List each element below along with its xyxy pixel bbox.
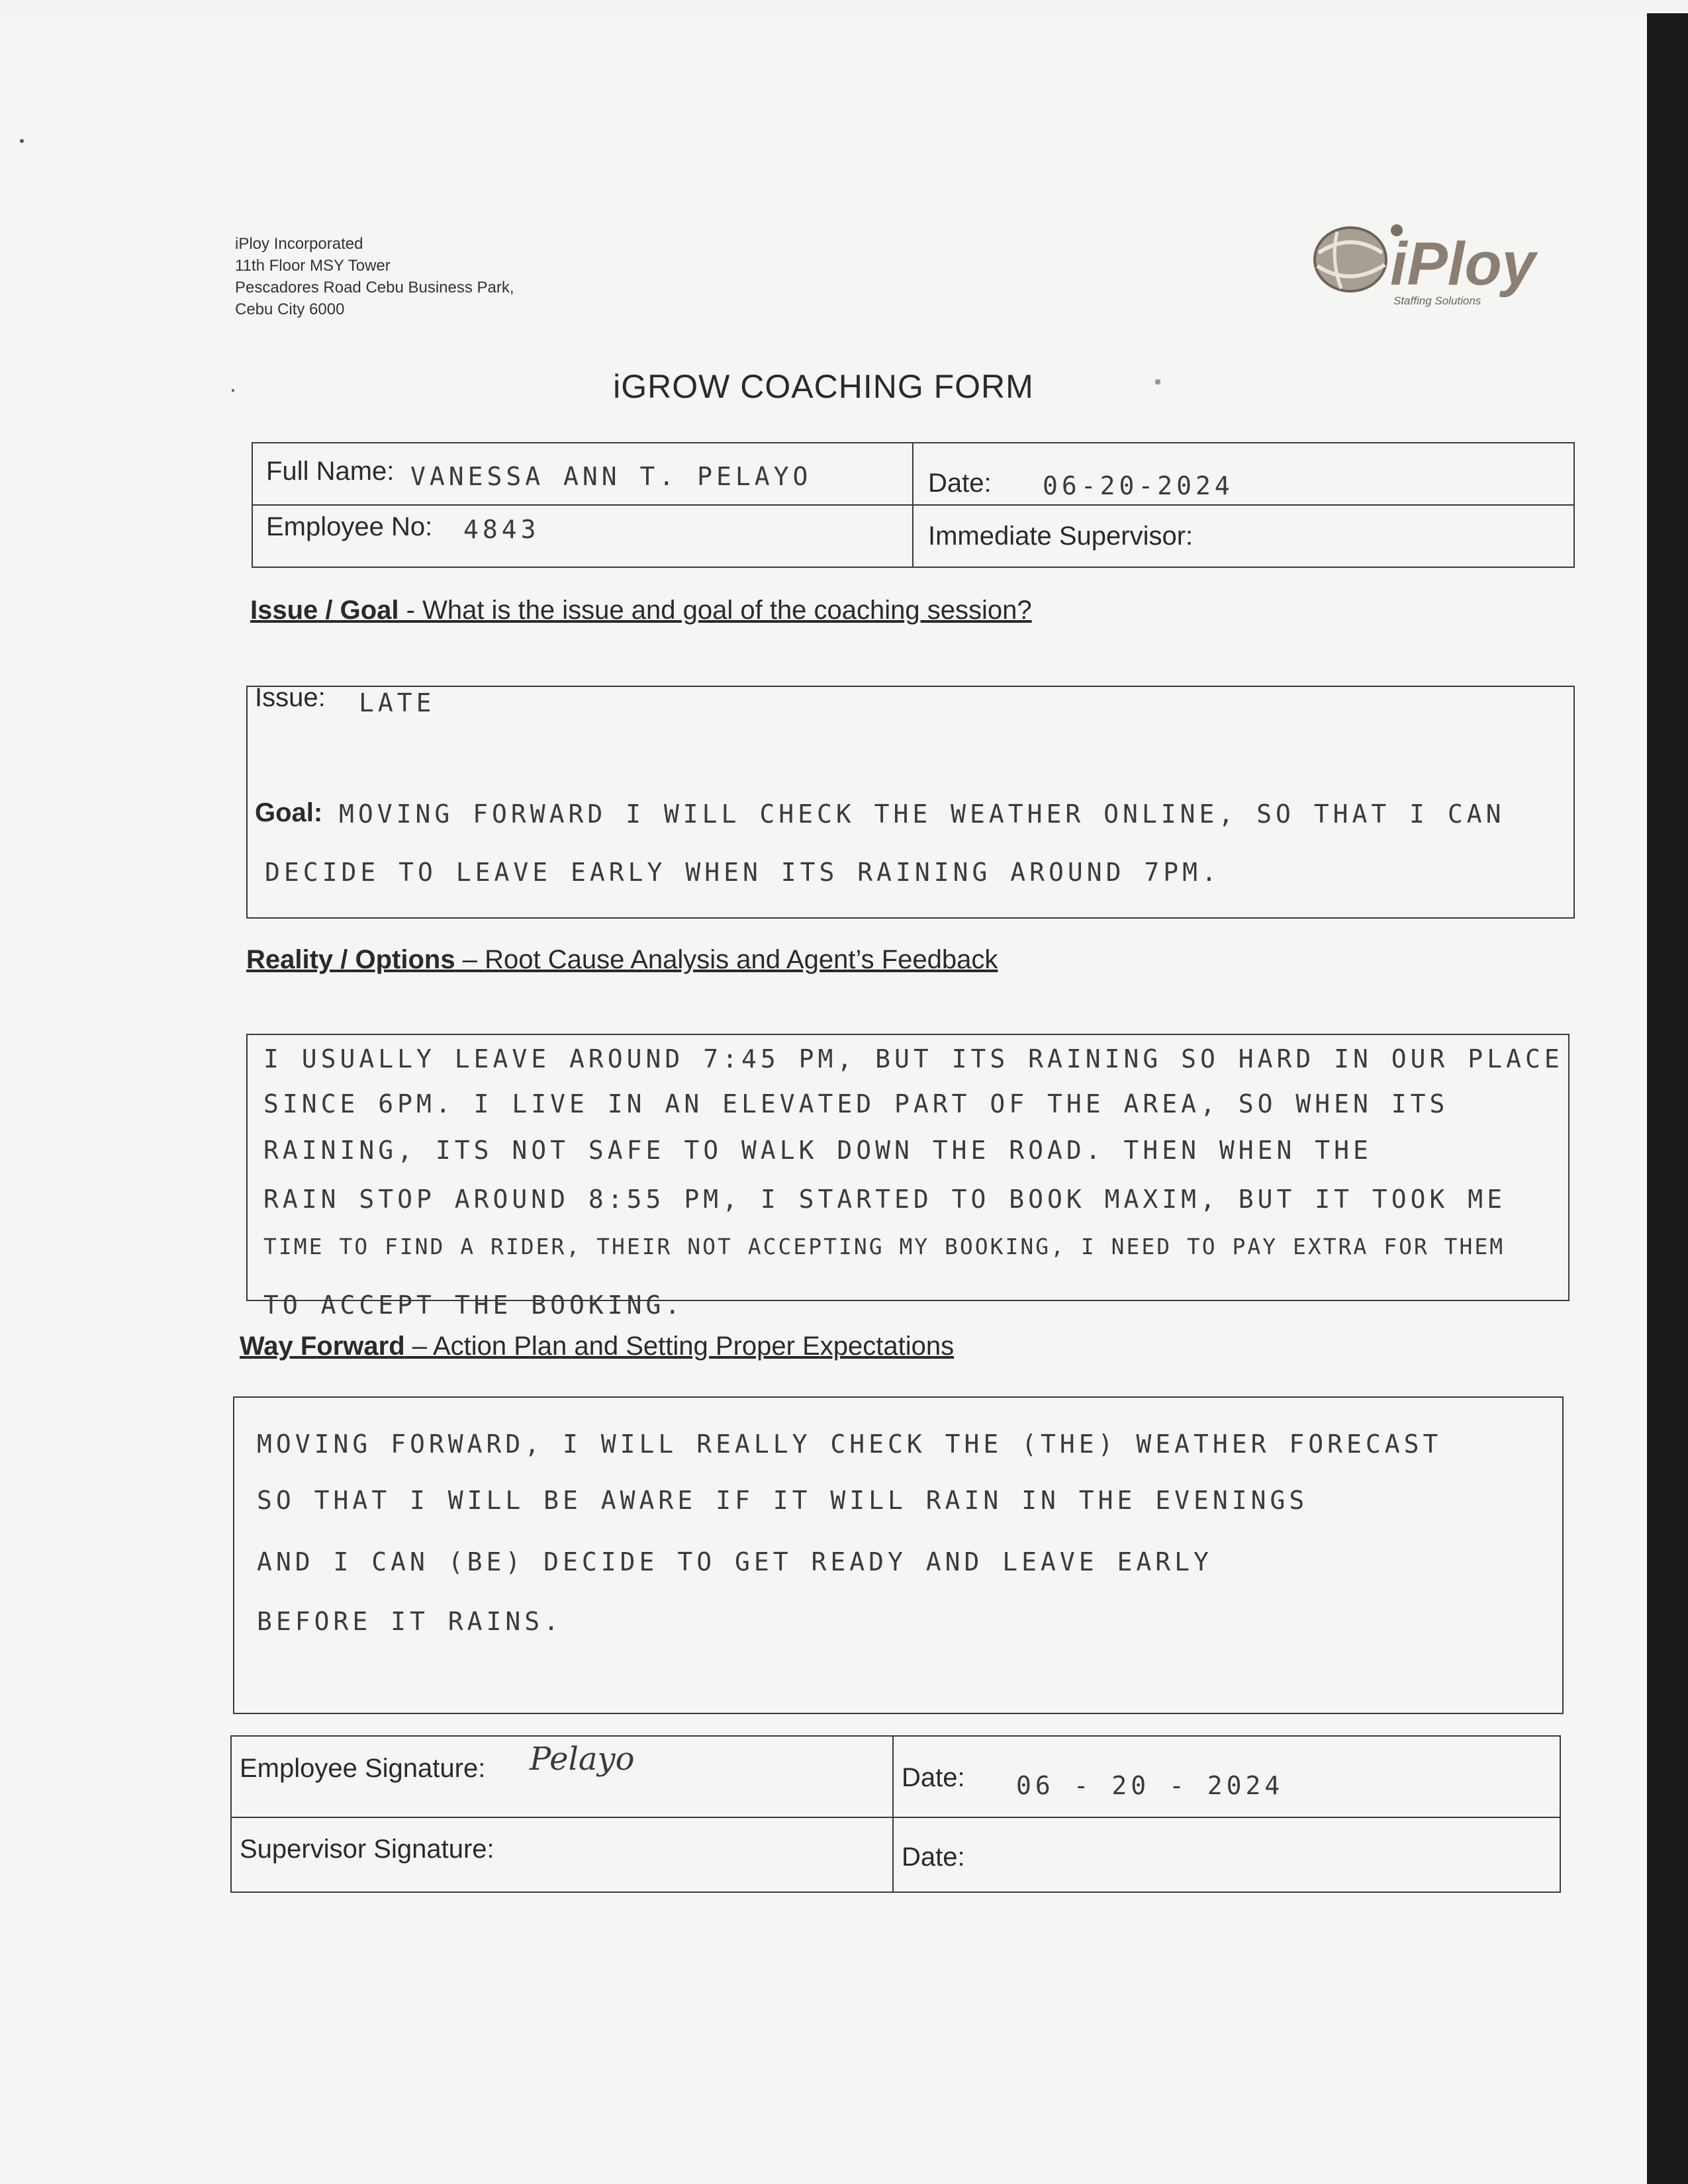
iploy-logo: [1297, 218, 1556, 318]
logo-tagline: Staffing Solutions: [1393, 295, 1481, 307]
reality-options-title: Reality / Options: [246, 945, 455, 974]
date-label: Date:: [928, 469, 992, 498]
address-line: Pescadores Road Cebu Business Park,: [235, 279, 514, 296]
employee-date-value: 06 - 20 - 2024: [1016, 1771, 1284, 1800]
employee-date-label: Date:: [902, 1763, 965, 1792]
way-forward-title: Way Forward: [240, 1332, 405, 1361]
supervisor-date-label: Date:: [902, 1843, 965, 1872]
reality-options-box: [246, 1034, 1570, 1301]
reality-line: TO ACCEPT THE BOOKING.: [263, 1291, 684, 1320]
reality-line: TIME TO FIND A RIDER, THEIR NOT ACCEPTING MY BOOKING, I NEED TO PAY EXTRA FOR THEM: [263, 1234, 1505, 1259]
address-line: 11th Floor MSY Tower: [235, 257, 391, 275]
employee-signature-label: Employee Signature:: [240, 1754, 486, 1783]
way-forward-description: – Action Plan and Setting Proper Expectations: [404, 1332, 955, 1361]
date-value: 06-20-2024: [1043, 471, 1234, 500]
table-divider: [912, 442, 914, 568]
reality-options-description: – Root Cause Analysis and Agent’s Feedback: [455, 945, 998, 974]
reality-options-heading: [246, 945, 998, 975]
reality-line: I USUALLY LEAVE AROUND 7:45 PM, BUT ITS RAINING SO HARD IN OUR PLACE: [263, 1044, 1564, 1073]
table-divider: [230, 1817, 1561, 1818]
scan-speck: [20, 139, 24, 143]
company-address-block: [235, 233, 514, 320]
way-forward-line: SO THAT I WILL BE AWARE IF IT WILL RAIN IN THE EVENINGS: [257, 1486, 1309, 1515]
full-name-value: VANESSA ANN T. PELAYO: [410, 462, 812, 491]
goal-label: Goal:: [255, 798, 323, 827]
issue-goal-heading: [250, 596, 1032, 625]
full-name-label: Full Name:: [266, 457, 395, 486]
way-forward-line: AND I CAN (BE) DECIDE TO GET READY AND LEAVE EARLY: [257, 1547, 1213, 1576]
way-forward-line: BEFORE IT RAINS.: [257, 1607, 563, 1636]
employee-signature: Pelayo: [530, 1741, 635, 1778]
reality-line: RAINING, ITS NOT SAFE TO WALK DOWN THE ROAD. THEN WHEN THE: [263, 1136, 1372, 1165]
issue-goal-title: Issue / Goal: [250, 596, 399, 625]
way-forward-line: MOVING FORWARD, I WILL REALLY CHECK THE (THE) WEATHER FORECAST: [257, 1430, 1442, 1459]
supervisor-label: Immediate Supervisor:: [928, 522, 1194, 551]
reality-line: SINCE 6PM. I LIVE IN AN ELEVATED PART OF THE AREA, SO WHEN ITS: [263, 1089, 1449, 1118]
globe-logo-icon: [1297, 218, 1556, 318]
scanner-edge-shadow: [1647, 13, 1688, 2184]
employee-no-value: 4843: [463, 515, 540, 544]
way-forward-heading: [240, 1332, 954, 1361]
company-name: iPloy Incorporated: [235, 235, 363, 253]
employee-no-label: Employee No:: [266, 512, 433, 541]
goal-line: DECIDE TO LEAVE EARLY WHEN ITS RAINING AROUND 7PM.: [265, 858, 1221, 887]
issue-goal-description: - What is the issue and goal of the coaching session?: [399, 596, 1032, 625]
table-divider: [892, 1735, 894, 1893]
issue-value: LATE: [359, 688, 436, 717]
supervisor-signature-label: Supervisor Signature:: [240, 1835, 494, 1864]
reality-line: RAIN STOP AROUND 8:55 PM, I STARTED TO BOOK MAXIM, BUT IT TOOK ME: [263, 1185, 1507, 1214]
goal-line: MOVING FORWARD I WILL CHECK THE WEATHER ONLINE, SO THAT I CAN: [339, 799, 1505, 829]
address-line: Cebu City 6000: [235, 300, 345, 318]
logo-text: iPloy: [1390, 230, 1536, 298]
issue-label: Issue:: [255, 683, 326, 712]
form-title: iGROW COACHING FORM: [613, 368, 1034, 405]
